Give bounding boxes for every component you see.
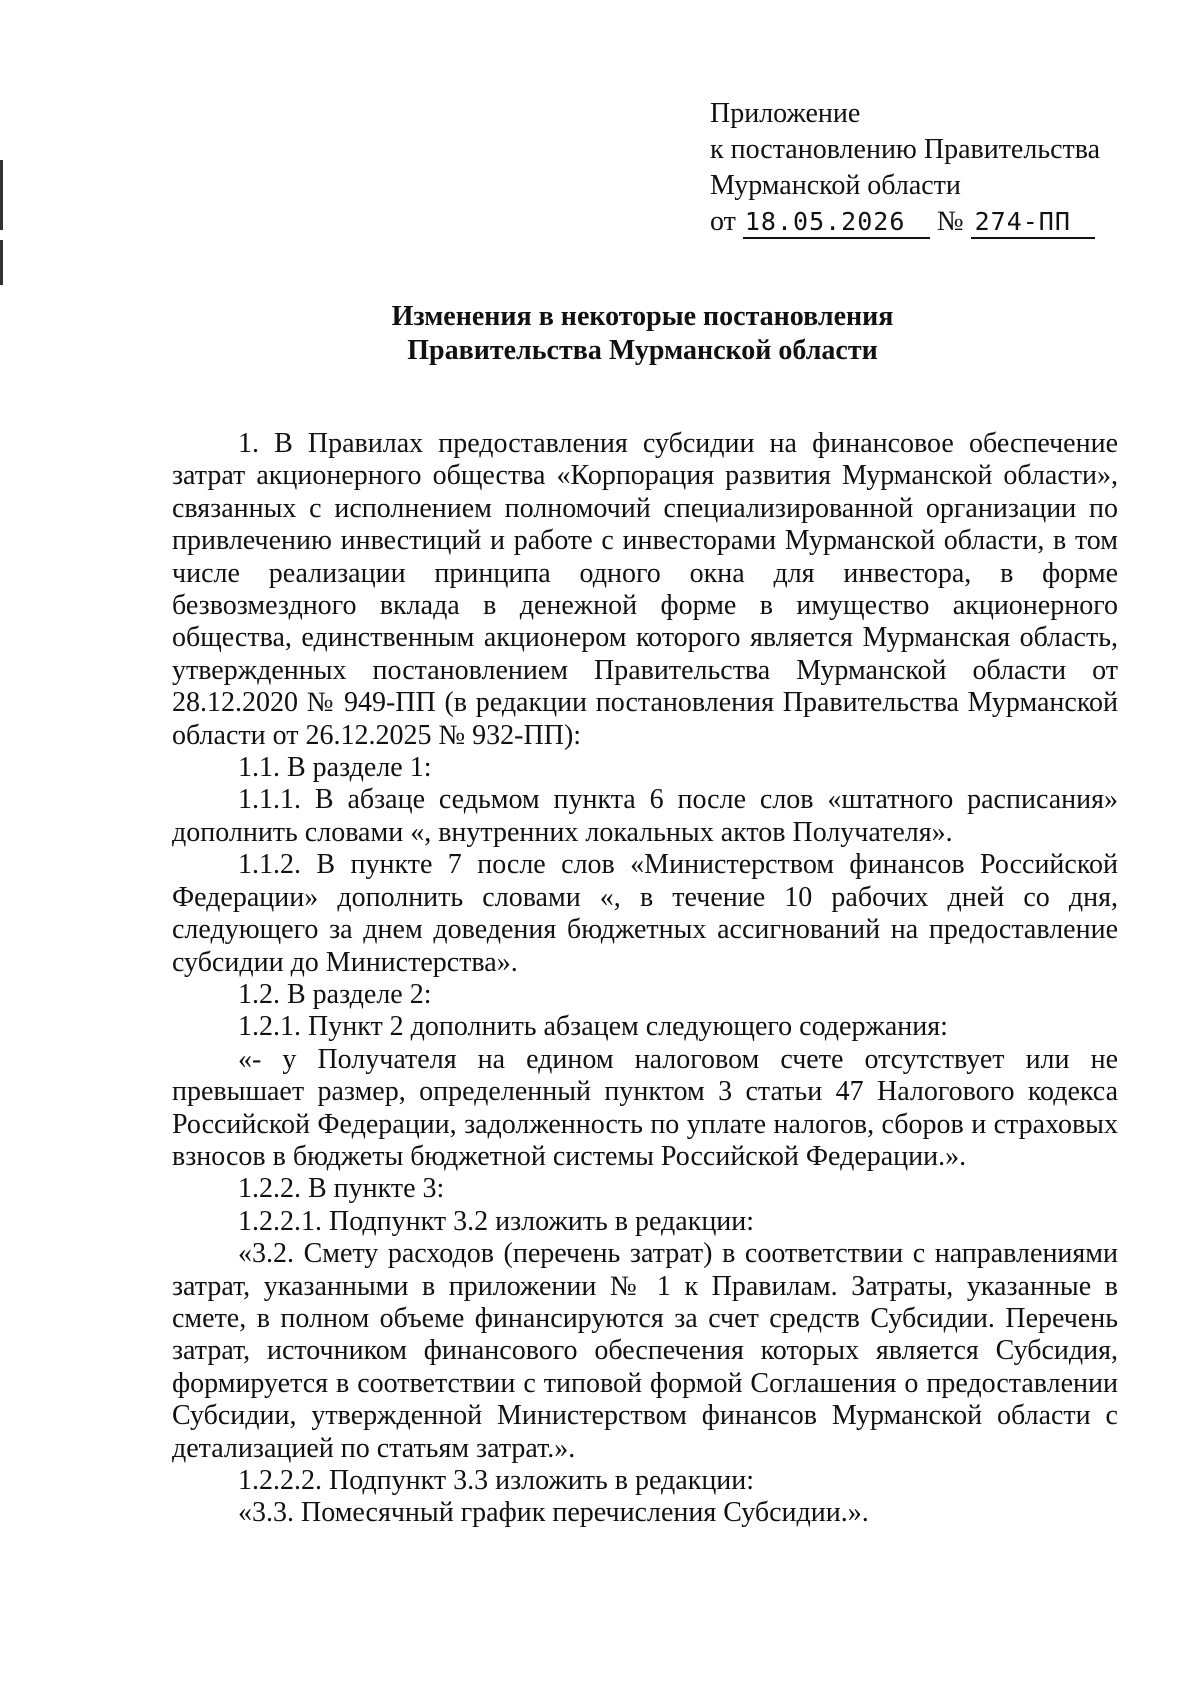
paragraph: 1.2.2.2. Подпункт 3.3 изложить в редакции: [238, 1465, 755, 1496]
paragraph: 1.1.1. В абзаце седьмом пункта 6 после слов «штатного расписания» дополнить словами «, внутренних локальных актов Получателя». [172, 784, 1118, 848]
title-line-2: Правительства Мурманской области [407, 335, 878, 366]
title-line-1: Изменения в некоторые постановления [391, 301, 894, 332]
paragraph: 1.2. В разделе 2: [238, 978, 432, 1010]
paragraph: 1. В Правилах предоставления субсидии на финансовое обеспечение затрат акционерного общества «Корпорация развития Мурманской области», связанных с исполнением полномочий специализированной организации по привлечению инвестиций и работе с инвесторами Мурманской области, в том числе реализации принципа одного окна для инвестора, в форме безвозмездного вклада в денежной форме в имущество акционерного общества, единственным акционером которого является Мурманская область, утвержденных постановлением Правительства Мурманской области от 28.12.2020 № 949-ПП (в редакции постановления Правительства Мурманской области от 26.12.2025 № 932-ПП): [172, 428, 1118, 751]
document-body [172, 428, 1118, 1530]
appendix-region: Мурманской области [710, 170, 961, 201]
date-prefix: от [710, 206, 736, 237]
document-number: 274-ПП [971, 207, 1095, 239]
appendix-reference: к постановлению Правительства [710, 134, 1101, 165]
paragraph: 1.1. В разделе 1: [238, 752, 432, 784]
appendix-heading: Приложение [710, 98, 861, 129]
appendix-block [710, 96, 1100, 240]
document-date: 18.05.2026 [743, 207, 930, 239]
paragraph: «3.3. Помесячный график перечисления Субсидии.». [238, 1497, 869, 1529]
paragraph: 1.2.2. В пункте 3: [238, 1173, 445, 1205]
document-title [0, 300, 1200, 368]
paragraph: 1.2.1. Пункт 2 дополнить абзацем следующего содержания: [238, 1011, 948, 1043]
paragraph: «- у Получателя на едином налоговом счете отсутствует или не превышает размер, определенный пунктом 3 статьи 47 Налогового кодекса Российской Федерации, задолженность по уплате налогов, сборов и страховых взносов в бюджеты бюджетной системы Российской Федерации.». [172, 1043, 1118, 1172]
scan-edge-mark [0, 160, 3, 230]
scan-edge-mark [0, 240, 3, 285]
appendix-date-number-line [710, 204, 1100, 240]
paragraph: «3.2. Смету расходов (перечень затрат) в соответствии с направлениями затрат, указанными в приложении № 1 к Правилам. Затраты, указанные в смете, в полном объеме финансируются за счет средств Субсидии. Перечень затрат, источником финансового обеспечения которых является Субсидия, формируется в соответствии с типовой формой Соглашения о предоставлении Субсидии, утвержденной Министерством финансов Мурманской области с детализацией по статьям затрат.». [172, 1238, 1118, 1464]
paragraph: 1.1.2. В пункте 7 после слов «Министерством финансов Российской Федерации» дополнить словами «, в течение 10 рабочих дней со дня, следующего за днем доведения бюджетных ассигнований на предоставление субсидии до Министерства». [172, 849, 1118, 978]
number-sign: № [936, 206, 964, 237]
paragraph: 1.2.2.1. Подпункт 3.2 изложить в редакции: [238, 1205, 755, 1237]
